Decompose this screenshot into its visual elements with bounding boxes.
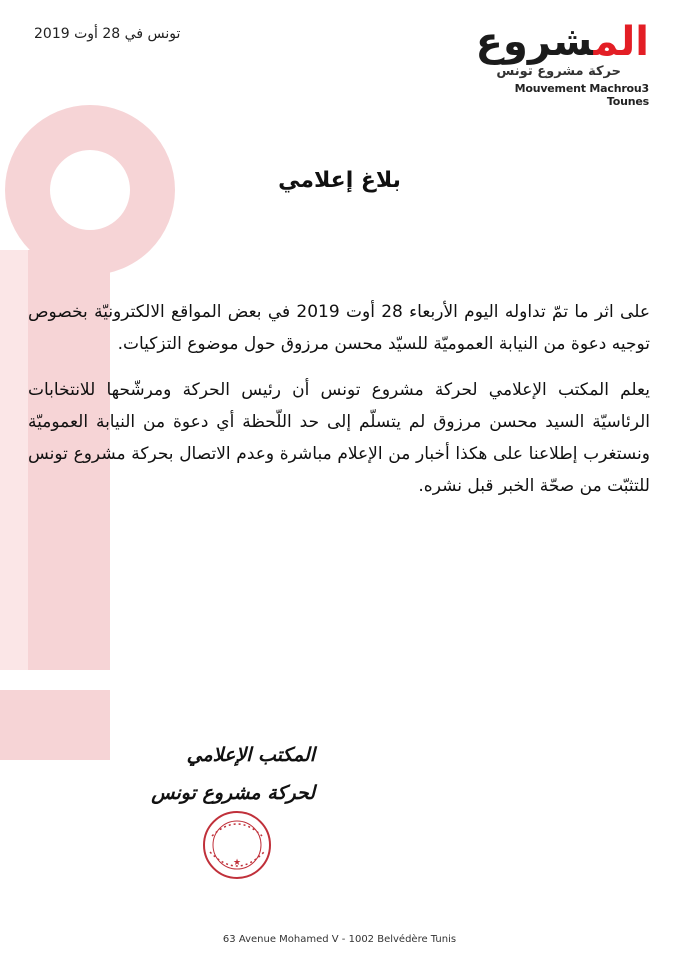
date-line: تونس في 28 أوت 2019: [34, 26, 181, 42]
party-stamp: [200, 808, 274, 882]
signature-block: [115, 736, 315, 812]
document-body: [28, 296, 650, 516]
body-paragraph-2: يعلم المكتب الإعلامي لحركة مشروع تونس أن رئيس الحركة ومرشّحها للانتخابات الرئاسيّة السيد محسن مرزوق لم يتسلّم إلى حد اللّحظة أي دعوة من النيابة العموميّة ونستغرب إطلاعنا على هكذا أخبار من الإعلام مباشرة وعدم الاتصال بحركة مشروع تونس للتثبّت من صحّة الخبر قبل نشره.: [28, 380, 650, 496]
logo-wordmark-dark: شروع: [475, 19, 594, 65]
logo-wordmark: [475, 18, 649, 66]
body-paragraph-1: على اثر ما تمّ تداوله اليوم الأربعاء 28 أوت 2019 في بعض المواقع الالكترونيّة بخصوص توجيه دعوة من النيابة العموميّة للسيّد محسن مرزوق حول موضوع التزكيات.: [28, 302, 650, 354]
document-title: بلاغ إعلامي: [278, 168, 401, 193]
logo-subtitle: حركة مشروع تونس: [496, 64, 621, 79]
logo-latin-name: Mouvement Machrou3 Tounes: [514, 82, 649, 108]
footer-address: 63 Avenue Mohamed V - 1002 Belvédère Tunis: [222, 934, 457, 945]
party-logo: [475, 18, 649, 108]
signature-line-1: المكتب الإعلامي: [186, 744, 315, 766]
svg-text:★: ★: [232, 858, 242, 868]
signature-line-2: لحركة مشروع تونس: [151, 782, 315, 804]
logo-wordmark-red: الم: [593, 19, 649, 65]
